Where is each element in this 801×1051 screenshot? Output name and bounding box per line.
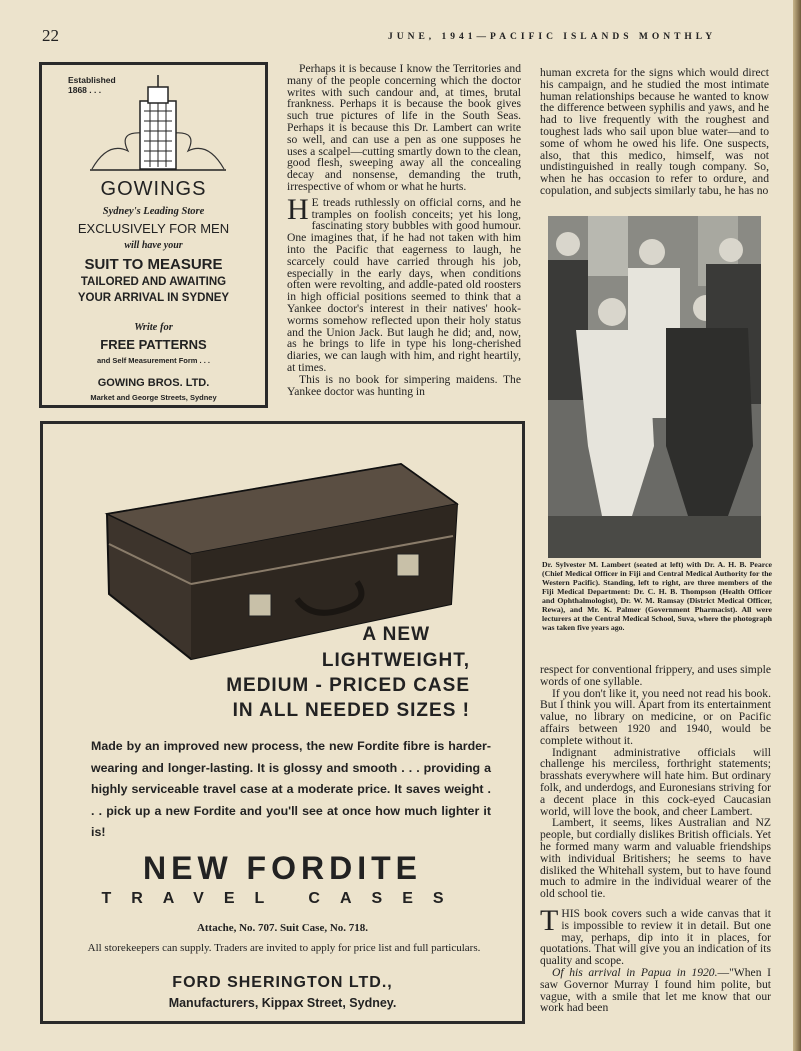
dash-separator: — (717, 965, 730, 979)
headline-line-4: IN ALL NEEDED SIZES ! (232, 700, 470, 721)
fordite-models: Attache, No. 707. Suit Case, No. 718. (196, 922, 369, 934)
article-column-2-bottom (540, 664, 771, 1014)
article-paragraph-text: HIS book covers such a wide canvas that it is impossible to review it in detail. But one may, perhaps, dip into it in places, for quotations. That will give you an indication of its quality and scope. (540, 906, 771, 968)
page-number: 22 (42, 26, 59, 45)
gowings-exclusive: EXCLUSIVELY FOR MEN (77, 221, 230, 236)
drop-cap: H (287, 192, 309, 226)
article-paragraph: This is no book for simpering maidens. The Yankee doctor was hunting in (287, 372, 521, 398)
photograph-image (548, 216, 761, 558)
drop-cap: T (540, 903, 559, 937)
photo-caption: Dr. Sylvester M. Lambert (seated at left) with Dr. A. H. B. Pearce (Chief Medical Officer in Fiji and Central Medical Authority for the Western Pacific). Standing, left to right, are three members of the Fiji Medical Department: Dr. C. H. B. Thompson (Health Officer and Ophthalmologist), Dr. W. M. Ramsay (District Medical Officer, Rewa), and Mr. K. Palmer (Government Pharmacist). All were lecturers at the Central Medical School, Suva, where the photograph was taken five years ago. (542, 560, 772, 632)
article-paragraph (540, 967, 771, 1014)
gowings-tailored: TAILORED AND AWAITING (80, 276, 227, 288)
gowings-company: GOWING BROS. LTD. (97, 377, 210, 389)
gowings-suit: SUIT TO MEASURE (84, 256, 223, 273)
page-edge (793, 0, 801, 1051)
gowings-tagline: Sydney's Leading Store (102, 206, 205, 217)
gowings-arrival: YOUR ARRIVAL IN SYDNEY (77, 292, 230, 304)
article-paragraph: human excreta for the signs which would direct his campaign, and he studied the most intimate human relationships because he wanted to know the difference between syphilis and yaws, and he had to live frequently with the roughest and toughest lads who sail upon blue water—and to some of whom he owed his life. One suspects, also, that this medico, himself, was not undistinguished in really tough company. So, when he has occasion to refer to ordure, and copulation, and subjects similarly tabu, he has no (540, 66, 769, 197)
article-paragraph: Indignant administrative officials will challenge his merciless, forthright statements; brasshats everywhere will hate him. But ordinary folk, and underdogs, and Euronesians striving for a decent place in this cock-eyed Caucasian world, will love the book, and cheer Lambert. (540, 745, 771, 818)
article-paragraph: If you don't like it, you need not read his book. But I think you will. Apart from its entertainment value, no library on medicine, or on Pacific affairs between 1920 and 1940, would be complete without it. (540, 686, 771, 747)
gowings-write-for: Write for (134, 322, 173, 333)
headline-line-1: A NEW (362, 624, 430, 645)
fordite-subbrand: TRAVEL CASES (101, 890, 464, 907)
gowings-address: Market and George Streets, Sydney (90, 393, 217, 402)
gowings-title: GOWINGS (100, 178, 207, 200)
headline-line-2: LIGHTWEIGHT, (321, 650, 470, 671)
gowings-self-measure: and Self Measurement Form . . . (97, 356, 210, 365)
established-year: 1868 . . . (68, 85, 102, 95)
running-head: JUNE, 1941—PACIFIC ISLANDS MONTHLY (388, 32, 717, 42)
building-illustration-icon (88, 71, 228, 175)
article-column-2-top (540, 67, 769, 197)
article-paragraph: Perhaps it is because I know the Territories and many of the people concerning which the doctor writes with such candour and, at times, brutal frankness. Perhaps it is because the book gives such true pictures of life in the South Seas. Perhaps it is because this Dr. Lambert can write so well, and can use a pen as one supposes he uses a scalpel—cutting smartly down to the clean, good flesh, sweeping away all the concealing decay and nonsense, demanding the truth, irrespective of whom or what he hurts. (287, 62, 521, 193)
fordite-brand: NEW FORDITE (143, 850, 422, 886)
fordite-body-copy: Made by an improved new process, the new Fordite fibre is harder-wearing and longer-lasting. It is glossy and smooth . . . providing a highly serviceable travel case at a moderate price. It saves weight . . . pick up a new Fordite and you'll see at once how much lighter it is! (91, 739, 491, 839)
article-paragraph (540, 903, 771, 968)
fordite-advertisement (40, 421, 525, 1024)
fordite-supply: All storekeepers can supply. Traders are invited to apply for price list and full particulars. (87, 942, 481, 954)
italic-lead: Of his arrival in Papua in 1920. (552, 965, 718, 979)
gowings-free-patterns: FREE PATTERNS (100, 337, 207, 352)
article-paragraph-text: E treads ruthlessly on official corns, and he tramples on foolish conceits; yet his long, fascinating story bubbles with good humour. One imagines that, if he had not taken with him into the Pacific that eagerness to laugh, he scarcely could have carried through his job, especially in the early days, when conditions often were revolting, and addle-pated old roosters in high official positions seemed to think that a Yankee doctor's interest in their natives' hook-worms somehow reflected upon their holy status and the Union Jack. But laugh he did; and, now, as he brings to life in type his long-cherished diaries, we can laugh with him, and right heartily, at times. (287, 195, 521, 374)
fordite-company: FORD SHERINGTON LTD., (172, 974, 393, 991)
article-paragraph (287, 192, 521, 374)
article-column-1 (287, 63, 521, 397)
article-paragraph: respect for conventional frippery, and uses simple words of one syllable. (540, 663, 771, 688)
group-photograph (548, 216, 761, 558)
article-paragraph: Lambert, it seems, likes Australian and NZ people, but cordially dislikes British officials. Yet he formed many warm and valuable friendships with individual Britishers; he seems to have disliked the Whitehall system, but to have found much to admire in the individual wearer of the old school tie. (540, 816, 771, 901)
established-text: Established (68, 75, 116, 85)
headline-line-3: MEDIUM - PRICED CASE (226, 675, 470, 696)
article-paragraph-text: "When I saw Governor Murray I found him polite, but vague, with a smile that let me know that our work had been (540, 965, 771, 1015)
gowings-advertisement (39, 62, 268, 408)
fordite-address: Manufacturers, Kippax Street, Sydney. (168, 996, 397, 1010)
gowings-will-have: will have your (124, 240, 183, 251)
